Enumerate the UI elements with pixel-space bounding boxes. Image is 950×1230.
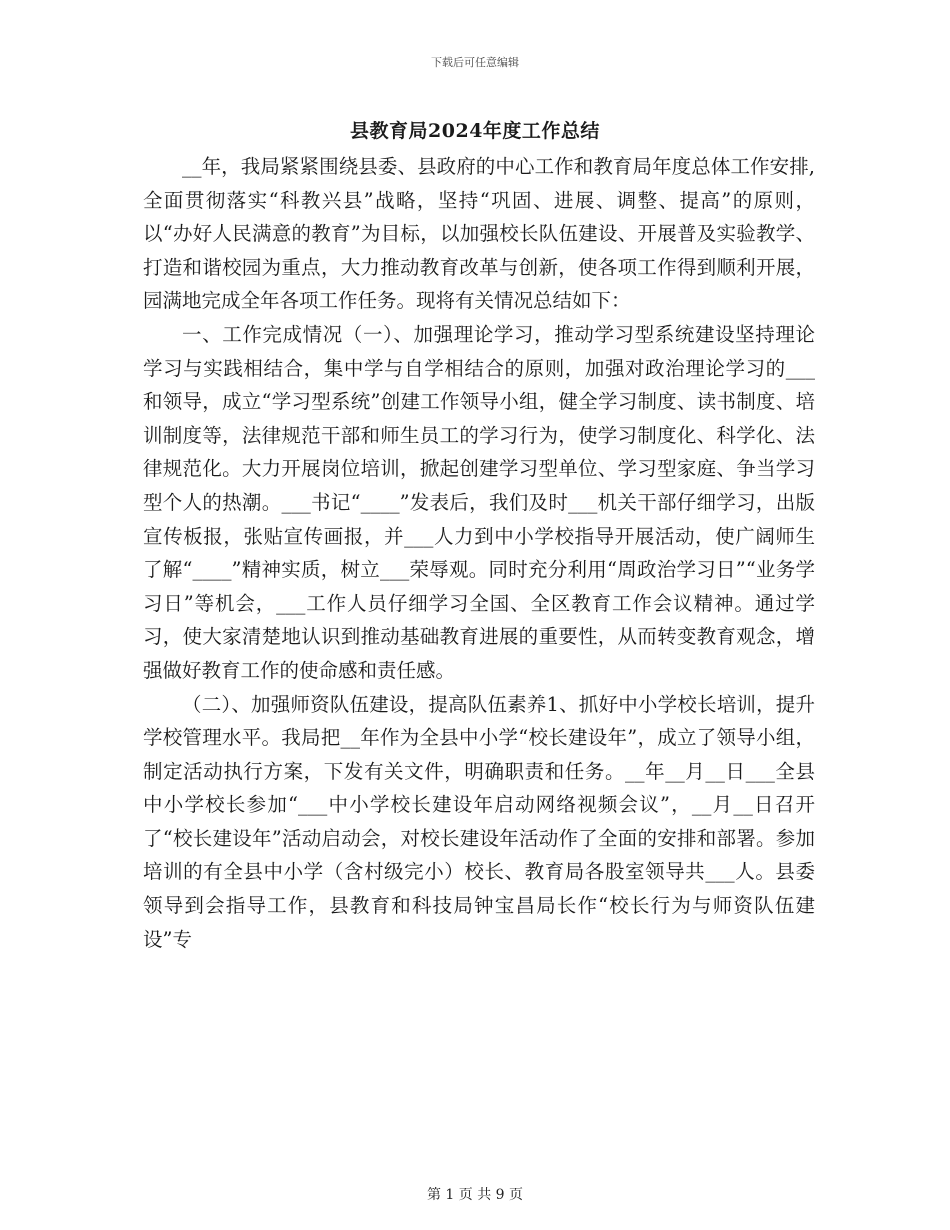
- document-title: 县教育局2024年度工作总结: [350, 120, 600, 142]
- header-note: 下载后可任意编辑: [431, 56, 519, 69]
- document-body: [143, 150, 815, 956]
- page-number: 第 1 页 共 9 页: [426, 1187, 524, 1203]
- paragraph-section-1: 一、工作完成情况（一）、加强理论学习，推动学习型系统建设坚持理论学习与实践相结合，集中学与自学相结合的原则，加强对政治理论学习的___和领导，成立“学习型系统”创建工作领导小组，健全学习制度、读书制度、培训制度等，法律规范干部和师生员工的学习行为，使学习制度化、科学化、法律规范化。大力开展岗位培训，掀起创建学习型单位、学习型家庭、争当学习型个人的热潮。___书记“____”发表后，我们及时___机关干部仔细学习，出版宣传板报，张贴宣传画报，并___人力到中小学校指导开展活动，使广阔师生了解“____”精神实质，树立___荣辱观。同时充分利用“周政治学习日”“业务学习日”等机会，___工作人员仔细学习全国、全区教育工作会议精神。通过学习，使大家清楚地认识到推动基础教育进展的重要性，从而转变教育观念，增强做好教育工作的使命感和责任感。: [143, 322, 815, 682]
- paragraph-section-2: （二）、加强师资队伍建设，提高队伍素养1、抓好中小学校长培训，提升学校管理水平。我局把__年作为全县中小学“校长建设年”，成立了领导小组，制定活动执行方案，下发有关文件，明确职责和任务。__年__月__日___全县中小学校长参加“___中小学校长建设年启动网络视频会议”，__月__日召开了“校长建设年”活动启动会，对校长建设年活动作了全面的安排和部署。参加培训的有全县中小学（含村级完小）校长、教育局各股室领导共___人。县委领导到会指导工作，县教育和科技局钟宝昌局长作“校长行为与师资队伍建设”专: [143, 692, 815, 951]
- paragraph-intro: __年，我局紧紧围绕县委、县政府的中心工作和教育局年度总体工作安排,全面贯彻落实“科教兴县”战略，坚持“巩固、进展、调整、提高”的原则，以“办好人民满意的教育”为目标，以加强校长队伍建设、开展普及实验教学、打造和谐校园为重点，大力推动教育改革与创新，使各项工作得到顺利开展，园满地完成全年各项工作任务。现将有关情况总结如下：: [143, 155, 815, 313]
